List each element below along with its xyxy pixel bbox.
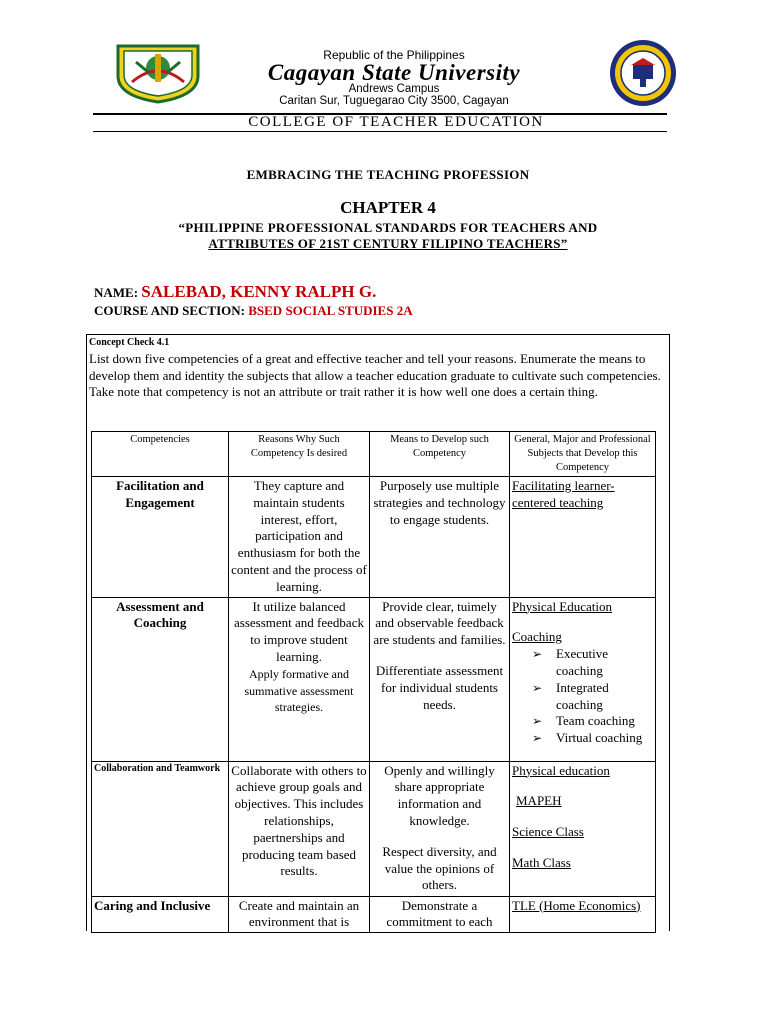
spacer: [512, 841, 653, 855]
means-text: Openly and willingly share appropriate information and knowledge.: [384, 762, 495, 828]
course-row: [94, 303, 413, 319]
competency-cell: Facilitation and Engagement: [92, 477, 229, 598]
list-item: ➢ Executive coaching: [532, 646, 653, 680]
name-label: NAME:: [94, 285, 139, 300]
header-university: Cagayan State University: [267, 60, 521, 85]
chapter-subtitle-line2: [4, 236, 768, 252]
subject-cell: [510, 477, 656, 598]
table-header-row: [92, 432, 656, 477]
means-text: Provide clear, tuimely and observable feedback are students and families.: [373, 598, 506, 648]
course-value: BSED SOCIAL STUDIES 2A: [248, 303, 413, 318]
subject-cell: [510, 896, 656, 933]
table-row: [92, 477, 656, 598]
means-cell: Purposely use multiple strategies and technology to engage students.: [370, 477, 510, 598]
competency-cell: Caring and Inclusive: [92, 896, 229, 933]
header-republic: Republic of the Philippines: [323, 48, 465, 62]
table-row: [92, 896, 656, 933]
subject-text: Coaching: [512, 629, 562, 645]
subject-text: Facilitating learner-centered teaching: [512, 478, 615, 510]
means-cell: [370, 597, 510, 761]
subject-text: MAPEH: [516, 793, 562, 809]
subject-text: Science Class: [512, 824, 584, 840]
subject-cell: [510, 761, 656, 896]
competency-cell: Assessment and Coaching: [92, 597, 229, 761]
header-rule-bottom: [93, 131, 667, 132]
reason-cell: Create and maintain an environment that is: [229, 896, 370, 933]
header-campus: Andrews Campus: [348, 83, 440, 95]
reason-text: Apply formative and summative assessment strategies.: [244, 666, 354, 715]
means-cell: [370, 761, 510, 896]
list-item: ➢ Team coaching: [532, 713, 653, 730]
chapter-subtitle-line1: “PHILIPPINE PROFESSIONAL STANDARDS FOR TEACHERS AND: [178, 220, 598, 235]
spacer: [512, 810, 653, 824]
header-reasons: Reasons Why Such Competency Is desired: [229, 432, 370, 477]
list-item: ➢ Integrated coaching: [532, 680, 653, 714]
header-college: COLLEGE OF TEACHER EDUCATION: [248, 114, 544, 130]
document-title: EMBRACING THE TEACHING PROFESSION: [246, 167, 530, 182]
student-name-row: [94, 282, 376, 302]
reason-cell: Collaborate with others to achieve group goals and objectives. This includes relationships, paertnerships and producing team based results.: [229, 761, 370, 896]
course-label: COURSE AND SECTION:: [94, 303, 245, 318]
header-address: Caritan Sur, Tuguegarao City 3500, Cagayan: [279, 95, 509, 107]
concept-check-title: Concept Check 4.1: [89, 337, 170, 348]
reason-cell: They capture and maintain students interest, effort, participation and enthusiasm for both the content and the process of learning.: [229, 477, 370, 598]
subject-text: TLE (Home Economics): [512, 897, 641, 913]
spacer: [512, 779, 653, 793]
reason-cell: [229, 597, 370, 761]
competency-cell: Collaboration and Teamwork: [92, 761, 229, 896]
chapter-heading: CHAPTER 4: [340, 198, 436, 217]
list-item: ➢ Virtual coaching: [532, 730, 653, 747]
spacer: [512, 615, 653, 629]
table-row: [92, 761, 656, 896]
concept-check-instructions: List down five competencies of a great and effective teacher and tell your reasons. Enumerate the means to develop them and identity the subjects that allow a teacher education graduate to cultivate such competencies. Take note that competency is not an attribute or trait rather it is how well one does a certain thing.: [89, 351, 661, 399]
means-text: Respect diversity, and value the opinions of others.: [382, 843, 497, 893]
subject-text: Physical Education: [512, 598, 613, 614]
name-value: SALEBAD, KENNY RALPH G.: [141, 282, 377, 301]
header-competencies: Competencies: [92, 432, 229, 477]
subject-cell: [510, 597, 656, 761]
reason-text: It utilize balanced assessment and feedback to improve student learning.: [234, 598, 364, 664]
concept-check-box: [86, 334, 670, 931]
spacer: [372, 649, 507, 663]
coaching-list: [512, 646, 653, 747]
header-means: Means to Develop such Competency: [370, 432, 510, 477]
subject-text: Math Class: [512, 854, 571, 870]
subject-text: Physical education: [512, 762, 610, 778]
competency-table: [91, 431, 656, 933]
chapter-subtitle-line2-text: ATTRIBUTES OF 21ST CENTURY FILIPINO TEACHERS”: [208, 236, 568, 251]
header-subjects: General, Major and Professional Subjects that Develop this Competency: [510, 432, 656, 477]
means-text: Differentiate assessment for individual students needs.: [375, 662, 504, 712]
spacer: [372, 830, 507, 844]
means-cell: Demonstrate a commitment to each: [370, 896, 510, 933]
table-row: [92, 597, 656, 761]
